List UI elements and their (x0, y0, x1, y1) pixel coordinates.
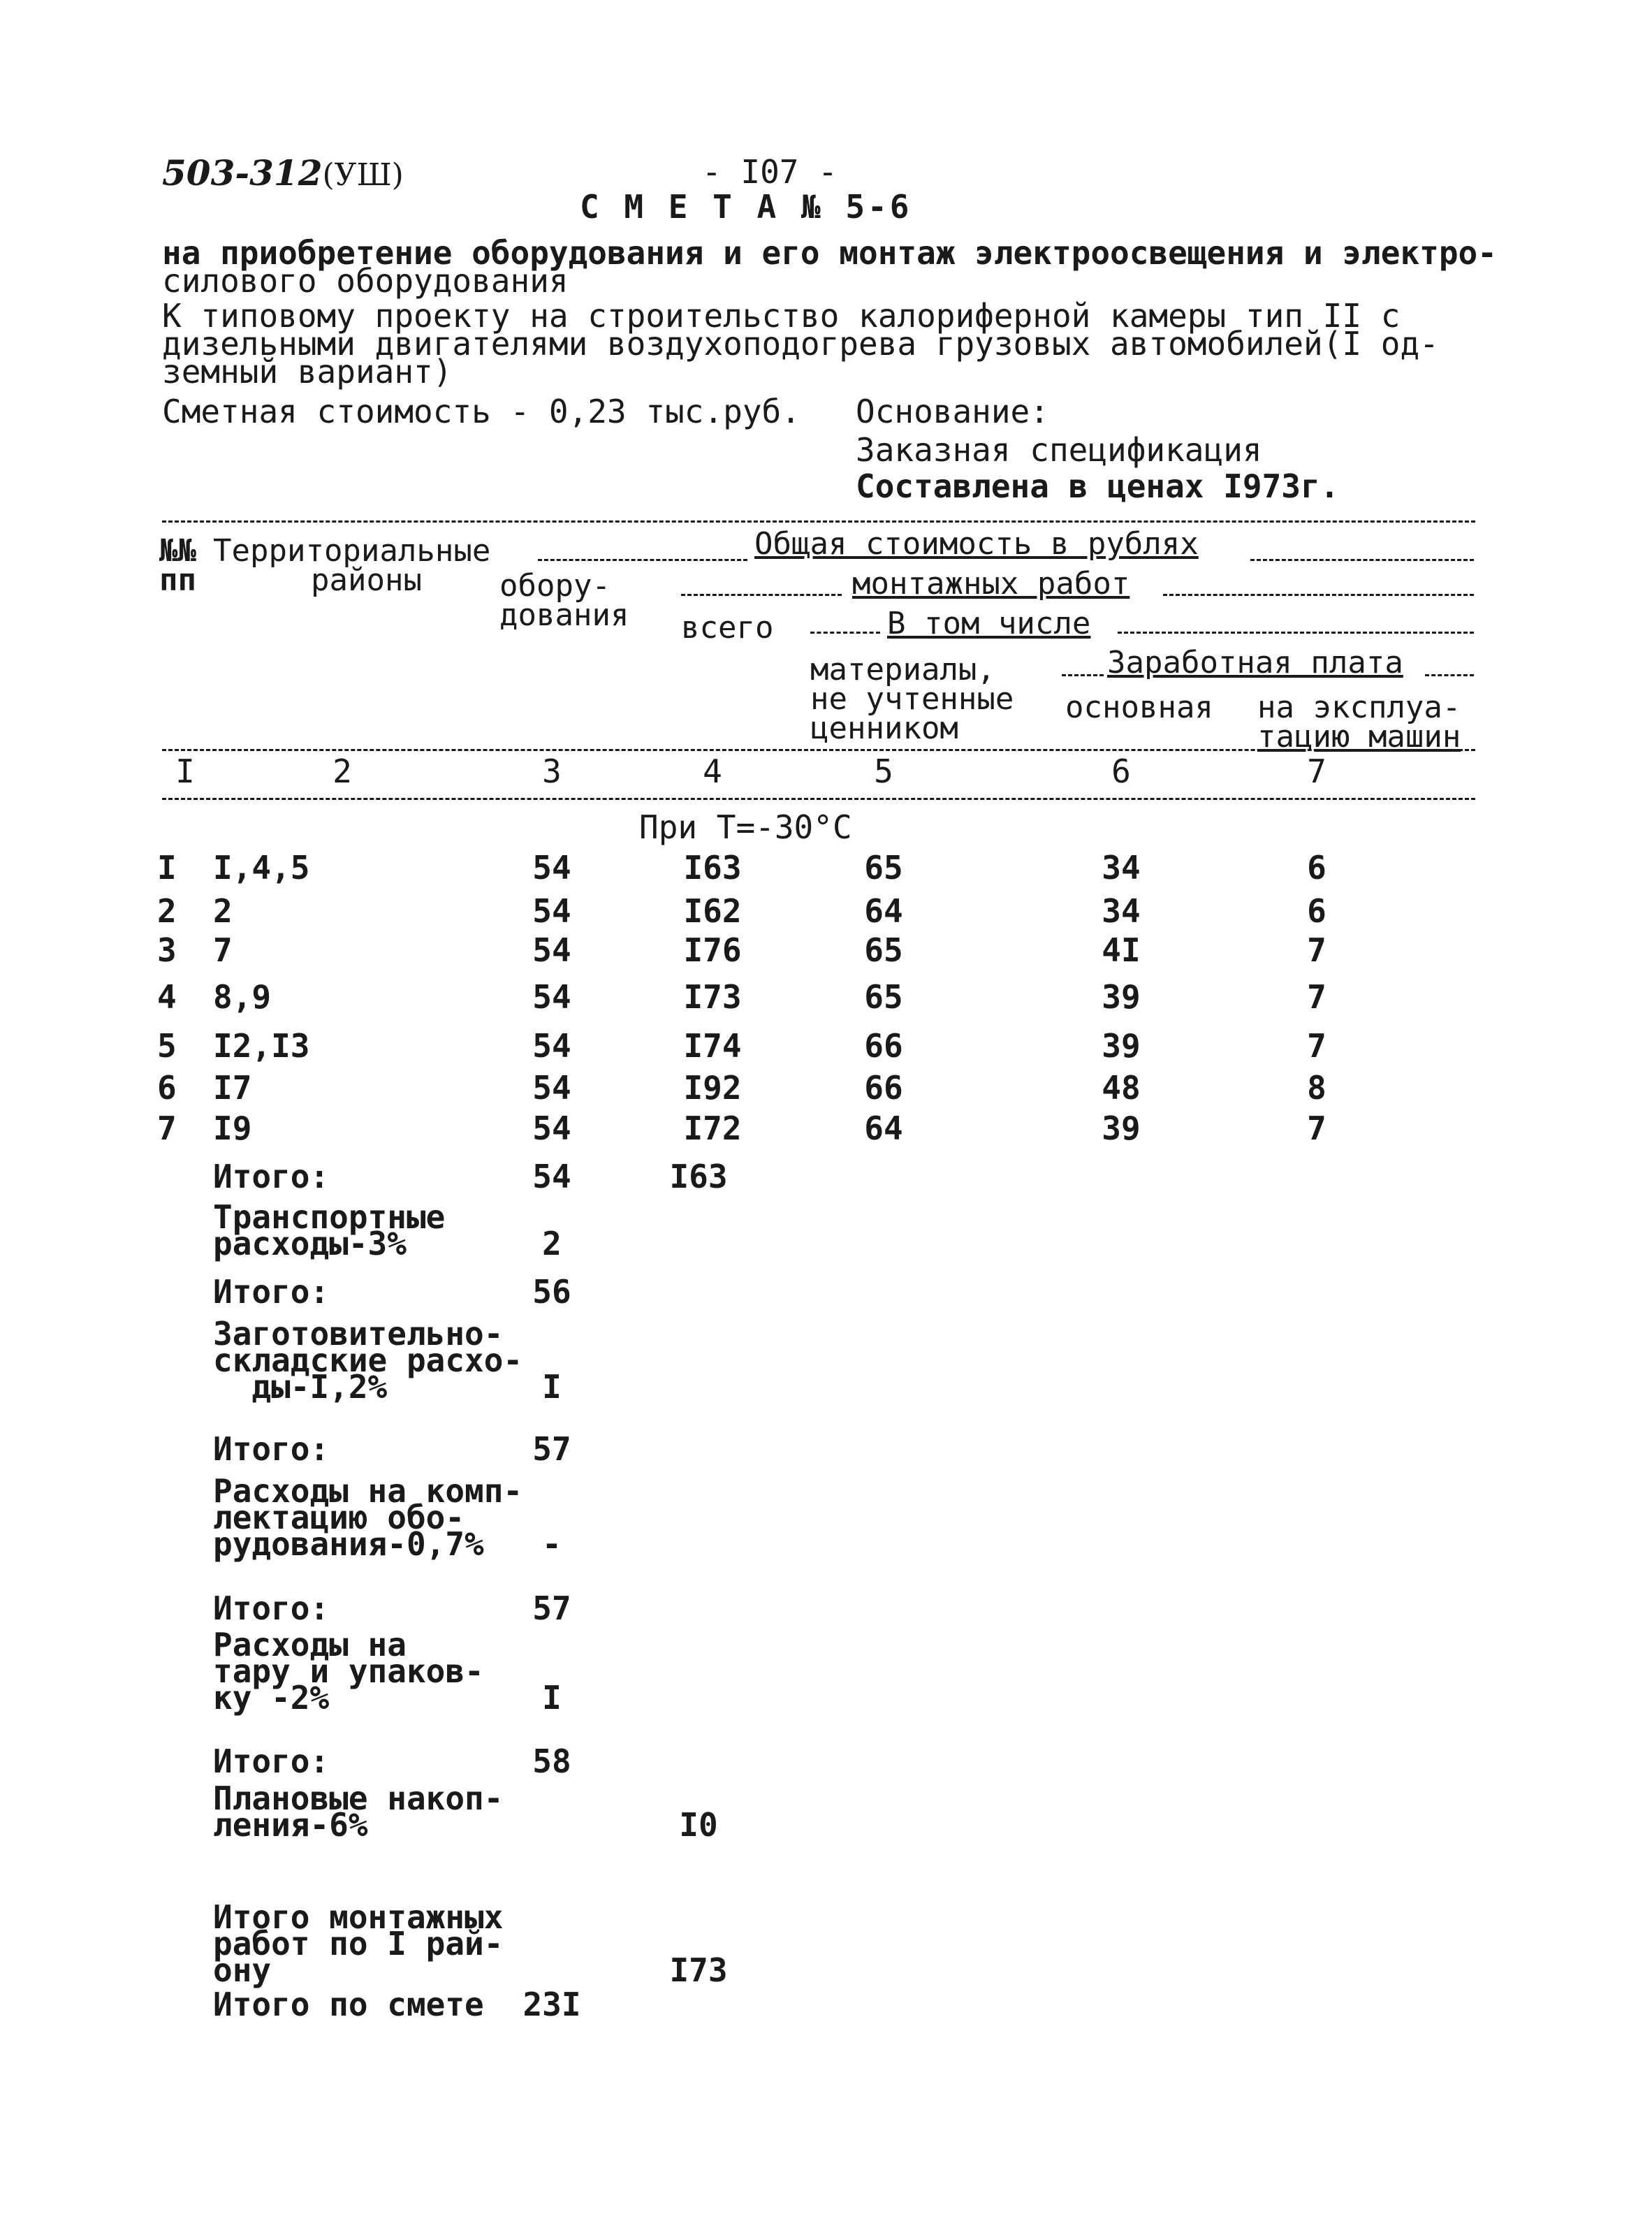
summary-label-line: лектацию обо- (213, 1499, 465, 1536)
cell-total: I92 (683, 1069, 742, 1107)
header-materials-line-3: ценником (810, 710, 958, 746)
header-district-line-1: Территориальные (213, 533, 491, 569)
basis-specification: Заказная спецификация (856, 431, 1262, 469)
doc-code-suffix: (УШ) (322, 157, 404, 193)
header-top-rule (162, 520, 1475, 523)
cell-materials: 64 (864, 892, 903, 930)
header-nn-line-1: №№ (159, 533, 196, 569)
cell-machines: 7 (1307, 931, 1326, 969)
summary-label-line: Итого монтажных (213, 1898, 504, 1936)
cell-district: I2,I3 (213, 1027, 310, 1065)
cell-total: I63 (683, 849, 742, 887)
summary-total-value: I0 (679, 1806, 718, 1844)
cell-district: 7 (213, 931, 233, 969)
project-line-3: земный вариант) (162, 353, 453, 391)
header-rule-4 (1163, 594, 1474, 596)
summary-label-line: ку -2% (213, 1679, 330, 1717)
cell-materials: 66 (864, 1069, 903, 1107)
cell-equip: 54 (532, 849, 571, 887)
header-rule-5 (810, 632, 880, 634)
description-line-2: силового оборудования (162, 262, 569, 300)
cell-equip: 54 (532, 1069, 571, 1107)
summary-label-line: складские расхо- (213, 1341, 523, 1379)
cell-materials: 64 (864, 1109, 903, 1147)
cell-salary: 39 (1102, 978, 1141, 1016)
header-rule-7 (1062, 674, 1104, 676)
cell-equip: 54 (532, 931, 571, 969)
summary-equipment-value: I (542, 1368, 562, 1406)
summary-total-value: I73 (669, 1951, 728, 1989)
summary-label-line: Расходы на (213, 1626, 407, 1663)
cell-district: I,4,5 (213, 849, 310, 887)
header-materials-line-1: материалы, (810, 652, 995, 687)
col-number-7: 7 (1307, 752, 1326, 790)
cell-machines: 6 (1307, 892, 1326, 930)
cell-total: I76 (683, 931, 742, 969)
header-bottom-rule (162, 749, 1475, 751)
cell-total: I72 (683, 1109, 742, 1147)
cell-total: I74 (683, 1027, 742, 1065)
summary-label-line: Итого: (213, 1273, 330, 1311)
summary-label-line: Итого по смете (213, 1986, 484, 2023)
header-machines (1257, 690, 1461, 755)
header-rule-1 (538, 559, 747, 561)
col-number-2: 2 (332, 752, 352, 790)
doc-code-number: 503-312 (162, 152, 323, 194)
cell-n: 4 (157, 978, 177, 1016)
header-materials (810, 652, 1014, 746)
summary-equipment-value: 57 (532, 1589, 571, 1627)
header-materials-line-2: не учтенные (810, 680, 1014, 717)
header-machines-line-2: тацию машин (1257, 718, 1461, 755)
header-machines-line-1: на эксплуа- (1257, 690, 1461, 725)
summary-label-line: Итого: (213, 1430, 330, 1468)
cell-n: 3 (157, 931, 177, 969)
summary-equipment-value: 54 (532, 1158, 571, 1195)
temperature-condition: При Т=-30°С (639, 808, 852, 846)
header-total-cost: Общая стоимость в рублях (754, 526, 1199, 562)
cell-n: 6 (157, 1069, 177, 1107)
col-number-3: 3 (542, 752, 562, 790)
col-number-4: 4 (703, 752, 722, 790)
project-line-2: дизельными двигателями воздухоподогрева грузовых автомобилей(I од- (162, 325, 1439, 363)
header-district (213, 533, 491, 598)
basis-label: Основание: (856, 393, 1049, 430)
summary-label-line: Итого: (213, 1589, 330, 1627)
cell-total: I62 (683, 892, 742, 930)
doc-code (162, 152, 404, 194)
cell-district: I7 (213, 1069, 252, 1107)
cell-n: 2 (157, 892, 177, 930)
summary-label-line: Транспортные (213, 1198, 446, 1236)
cell-salary: 34 (1102, 892, 1141, 930)
estimated-cost: Сметная стоимость - 0,23 тыс.руб. (162, 393, 801, 430)
cell-salary: 48 (1102, 1069, 1141, 1107)
summary-equipment-value: 57 (532, 1430, 571, 1468)
col-number-1: I (175, 752, 195, 790)
col-number-6: 6 (1111, 752, 1131, 790)
cell-salary: 39 (1102, 1027, 1141, 1065)
summary-equipment-value: 58 (532, 1742, 571, 1780)
cell-equip: 54 (532, 892, 571, 930)
summary-label-line: Итого: (213, 1158, 330, 1195)
column-numbers-rule (162, 798, 1475, 800)
cell-machines: 8 (1307, 1069, 1326, 1107)
summary-label-line: Плановые накоп- (213, 1779, 504, 1817)
cell-n: 7 (157, 1109, 177, 1147)
summary-label-line: расходы-3% (213, 1225, 407, 1262)
header-district-line-2: районы (311, 562, 422, 598)
cell-machines: 7 (1307, 1027, 1326, 1065)
header-rule-6 (1118, 632, 1474, 634)
cell-materials: 66 (864, 1027, 903, 1065)
cell-district: 8,9 (213, 978, 272, 1016)
summary-equipment-value: - (542, 1525, 562, 1563)
basis-prices: Составлена в ценах I973г. (856, 467, 1340, 505)
summary-equipment-value: 23I (522, 1986, 581, 2023)
summary-label-line: тару и упаков- (213, 1652, 484, 1690)
summary-total-value: I63 (669, 1158, 728, 1195)
header-nn-line-2: пп (159, 562, 196, 598)
summary-label-line: ды-I,2% (213, 1368, 388, 1406)
header-equipment-line-1: обору- (499, 568, 611, 604)
header-equipment (499, 568, 629, 633)
header-nn (159, 533, 196, 598)
cell-materials: 65 (864, 931, 903, 969)
cell-machines: 7 (1307, 1109, 1326, 1147)
col-number-5: 5 (874, 752, 893, 790)
summary-label-line: Расходы на комп- (213, 1472, 523, 1510)
summary-label-line: ления-6% (213, 1806, 368, 1844)
header-equipment-line-2: дования (499, 597, 629, 633)
cell-equip: 54 (532, 978, 571, 1016)
header-including: В том числе (887, 606, 1091, 641)
cell-machines: 7 (1307, 978, 1326, 1016)
header-install-works: монтажных работ (852, 566, 1130, 602)
header-main: основная (1065, 690, 1213, 725)
project-line-1: К типовому проекту на строительство калориферной камеры тип II с (162, 297, 1401, 335)
cell-n: I (157, 849, 177, 887)
cell-district: 2 (213, 892, 233, 930)
summary-label-line: Заготовительно- (213, 1315, 504, 1353)
cell-salary: 39 (1102, 1109, 1141, 1147)
summary-equipment-value: 56 (532, 1273, 571, 1311)
summary-label-line: ону (213, 1951, 272, 1989)
cell-machines: 6 (1307, 849, 1326, 887)
header-salary: Заработная плата (1107, 645, 1403, 680)
cell-district: I9 (213, 1109, 252, 1147)
header-all-total: всего (681, 610, 774, 646)
header-rule-3 (681, 594, 842, 596)
cell-materials: 65 (864, 978, 903, 1016)
summary-equipment-value: 2 (542, 1225, 562, 1262)
summary-equipment-value: I (542, 1679, 562, 1717)
cell-materials: 65 (864, 849, 903, 887)
summary-label-line: Итого: (213, 1742, 330, 1780)
summary-label-line: рудования-0,7% (213, 1525, 484, 1563)
cell-salary: 4I (1102, 931, 1141, 969)
cell-equip: 54 (532, 1027, 571, 1065)
header-rule-2 (1250, 559, 1474, 561)
document-title: С М Е Т А № 5-6 (580, 188, 912, 226)
summary-label-line: работ по I рай- (213, 1925, 504, 1963)
cell-equip: 54 (532, 1109, 571, 1147)
cell-salary: 34 (1102, 849, 1141, 887)
header-rule-8 (1425, 674, 1474, 676)
page-number: - I07 - (702, 153, 838, 191)
cell-total: I73 (683, 978, 742, 1016)
cell-n: 5 (157, 1027, 177, 1065)
description-line-1: на приобретение оборудования и его монтаж электроосвещения и электро- (162, 234, 1497, 272)
